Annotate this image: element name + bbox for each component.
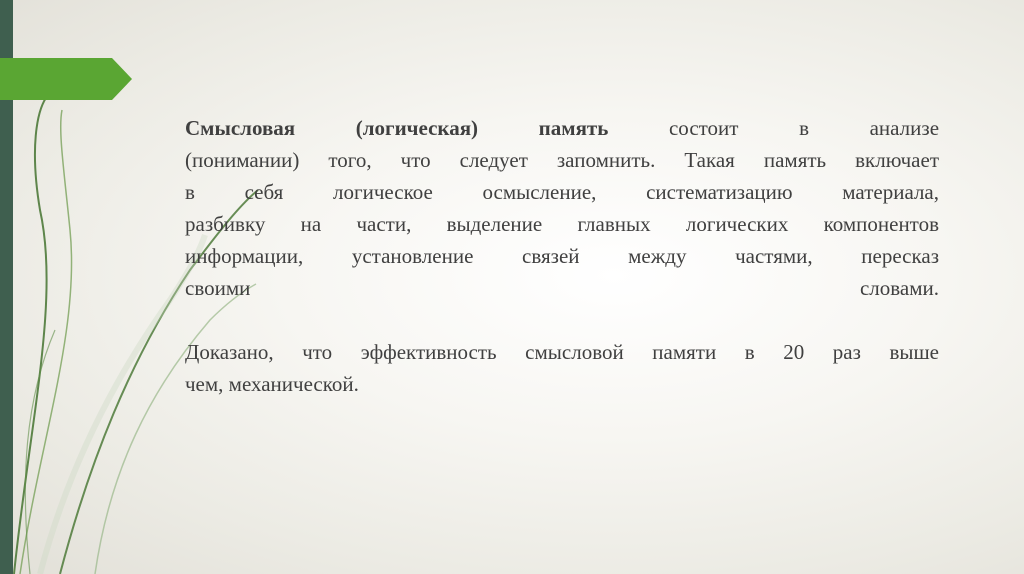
line-text-right: словами. <box>859 276 939 300</box>
paragraph-line <box>185 272 939 304</box>
green-arrow-tab <box>0 58 132 100</box>
paragraph-line: чем, механической. <box>185 372 359 396</box>
paragraph-line: разбивку на части, выделение главных логических компонентов <box>185 212 939 236</box>
paragraph-line: информации, установление связей между частями, пересказ <box>185 244 939 268</box>
paragraph-line: (понимании) того, что следует запомнить. Такая память включает <box>185 148 939 172</box>
paragraph-efficiency <box>185 336 939 400</box>
paragraph-line: Доказано, что эффективность смысловой памяти в 20 раз выше <box>185 340 939 364</box>
line-text-left: своими <box>185 276 251 300</box>
paragraph-line: в себя логическое осмысление, систематизацию материала, <box>185 180 939 204</box>
slide-text-content <box>185 112 939 400</box>
line-text: состоит в анализе <box>668 116 940 140</box>
paragraph-line <box>185 112 939 144</box>
paragraph-semantic-memory <box>185 112 939 304</box>
bold-term: Смысловая (логическая) память <box>185 116 609 140</box>
